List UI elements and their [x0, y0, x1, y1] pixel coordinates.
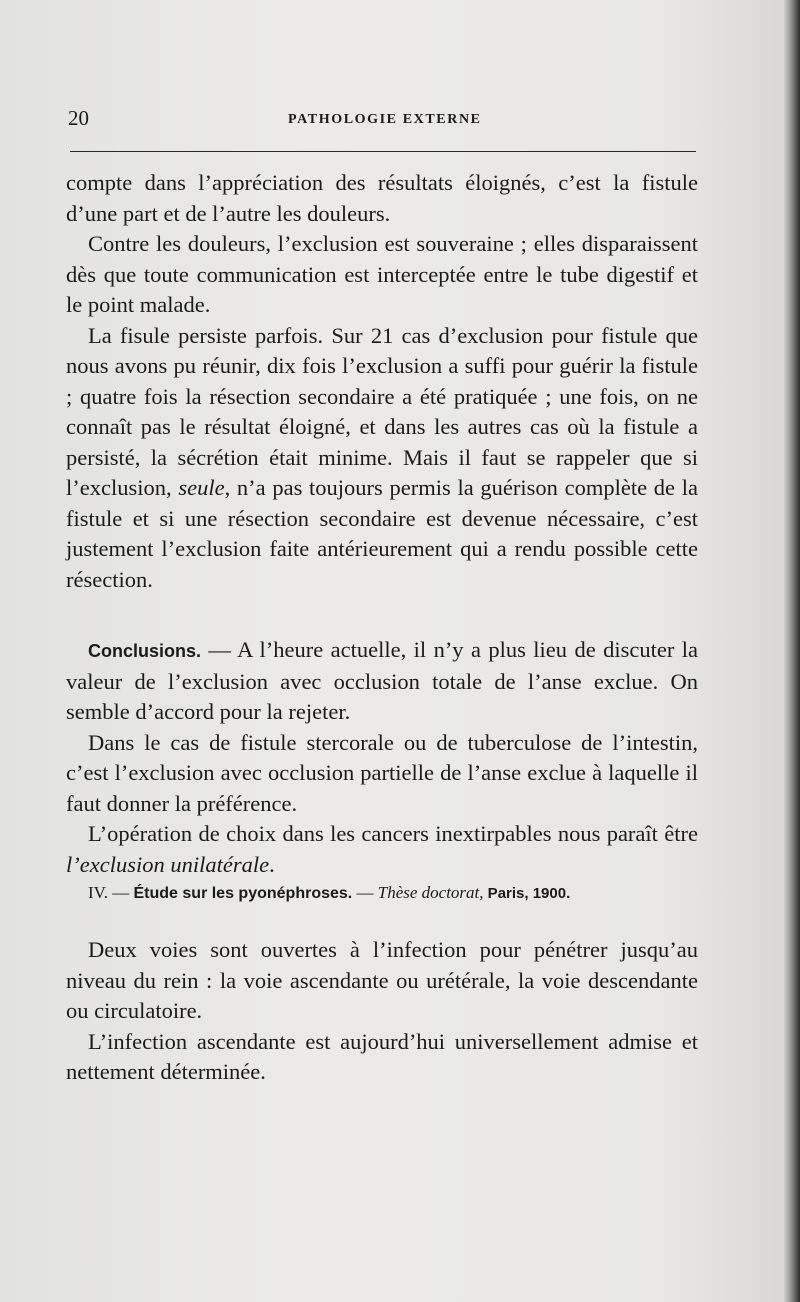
paragraph-6-text-b: . — [269, 851, 275, 877]
conclusions-paragraph — [66, 635, 698, 728]
paragraph-3-emphasis: seule — [178, 475, 225, 500]
entry-dash-1: — — [108, 883, 134, 902]
running-head — [68, 106, 698, 136]
paragraph-6-emphasis: l’exclusion unilatérale — [66, 851, 270, 877]
publication-entry — [66, 880, 698, 907]
header-rule — [70, 151, 696, 152]
entry-title: Étude sur les pyonéphroses. — [133, 885, 353, 902]
entry-dash-2: — — [352, 883, 378, 902]
page-number: 20 — [68, 106, 89, 130]
entry-source: Thèse doctorat, — [377, 883, 484, 902]
paragraph-5: Dans le cas de fistule stercorale ou de tuberculose de l’intestin, c’est l’exclusion avec occlusion partielle de l’anse exclue à laquelle il faut donner la préférence. — [66, 729, 698, 816]
conclusions-heading: Conclusions. — [88, 641, 202, 661]
paragraph-6-text-a: L’opération de choix dans les cancers inextirpables nous paraît être — [88, 821, 698, 846]
running-head-title: PATHOLOGIE EXTERNE — [288, 112, 482, 127]
paragraph-7: Deux voies sont ouvertes à l’infection pour pénétrer jusqu’au niveau du rein : la voie ascendante ou urétérale, la voie descendante ou circulatoire. — [66, 937, 698, 1023]
paragraph-3-text-b: , n’a pas toujours permis la guérison complète de la fistule et si une résection secondaire est devenue nécessaire, c’est justement l’exclusion faite antérieurement qui a rendu possible cette résection. — [66, 475, 699, 592]
entry-place-year: Paris, 1900. — [483, 885, 571, 902]
paragraph-3-text-a: La fisule persiste parfois. Sur 21 cas d’exclusion pour fistule que nous avons pu réunir, dix fois l’exclusion a suffi pour guérir la fistule ; quatre fois la résection secondaire a été pratiquée ; une fois, on ne connaît pas le résultat éloigné, et dans les autres cas où la fistule a persisté, la sécrétion était minime. Mais il faut se rappeler que si l’exclusion, — [66, 322, 698, 500]
entry-number: IV. — [88, 883, 108, 902]
paragraph-6 — [66, 819, 698, 880]
paragraph-3 — [66, 321, 698, 596]
body-text — [66, 168, 698, 1088]
page-edge-shadow — [784, 0, 800, 1302]
paragraph-2: Contre les douleurs, l’exclusion est souveraine ; elles disparaissent dès que toute communication est interceptée entre le tube digestif et le point malade. — [66, 231, 698, 317]
conclusions-text: — A l’heure actuelle, il n’y a plus lieu de discuter la valeur de l’exclusion avec occlusion totale de l’anse exclue. On semble d’accord pour la rejeter. — [66, 637, 698, 724]
paragraph-1: compte dans l’appréciation des résultats éloignés, c’est la fistule d’une part et de l’autre les douleurs. — [66, 170, 698, 226]
paragraph-8: L’infection ascendante est aujourd’hui universellement admise et nettement déterminée. — [66, 1028, 698, 1084]
